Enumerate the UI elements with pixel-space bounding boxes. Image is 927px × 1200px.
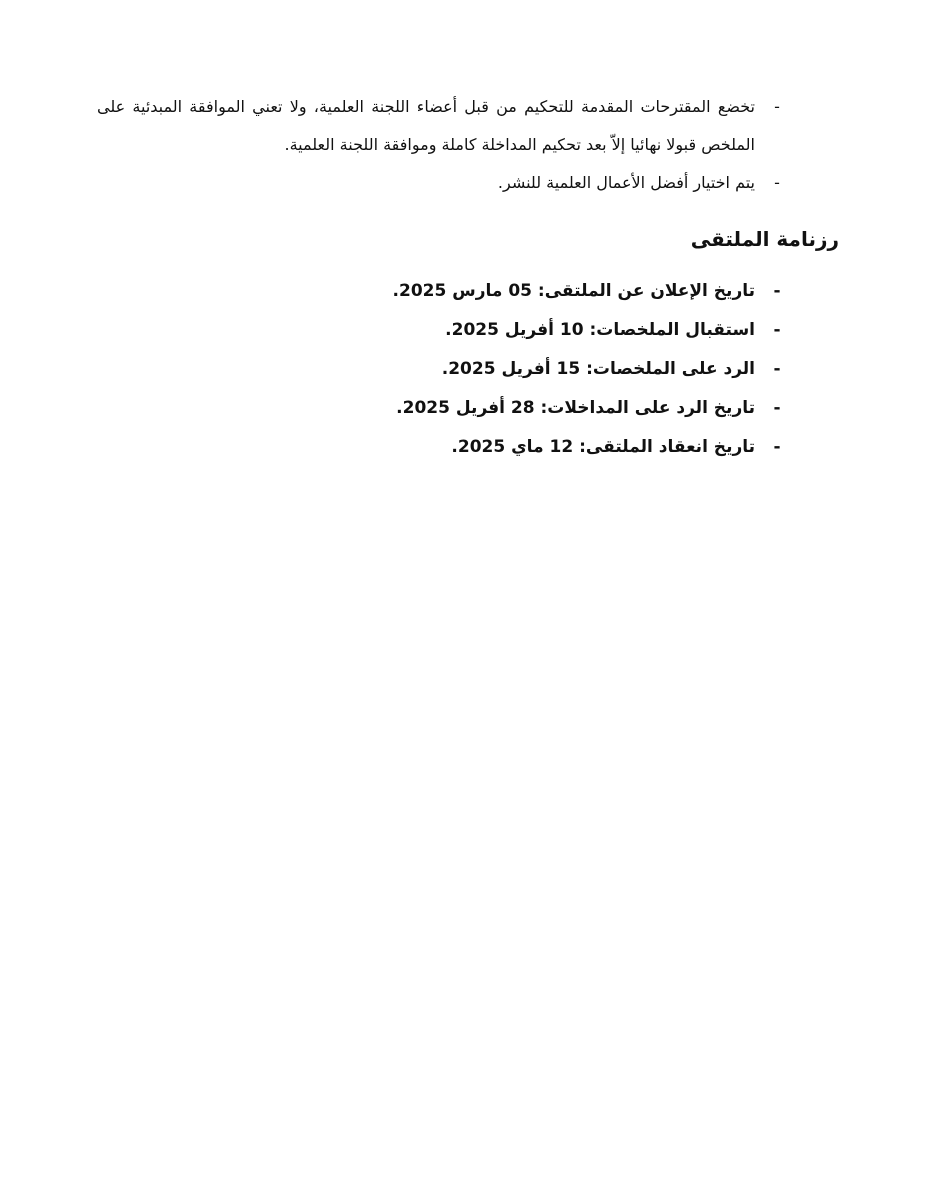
calendar-item-text: تاريخ الرد على المداخلات: 28 أفريل 2025. [396, 398, 755, 418]
list-dash: - [773, 437, 781, 457]
page-content [97, 88, 839, 467]
calendar-item-paper-response [97, 389, 787, 428]
calendar-item-text: الرد على الملخصات: 15 أفريل 2025. [441, 359, 755, 379]
rules-list [97, 88, 787, 202]
list-dash: - [774, 173, 780, 192]
calendar-item-text: تاريخ انعقاد الملتقى: 12 ماي 2025. [451, 437, 755, 457]
calendar-list [97, 272, 787, 467]
rule-text: تخضع المقترحات المقدمة للتحكيم من قبل أعضاء اللجنة العلمية، ولا تعني الموافقة المبدئية على الملخص قبولا نهائيا إلاّ بعد تحكيم المداخلة كاملة وموافقة اللجنة العلمية. [97, 97, 755, 154]
rule-item-publication [97, 164, 787, 202]
calendar-item-conference-date [97, 428, 787, 467]
calendar-item-abstract-response [97, 350, 787, 389]
calendar-item-abstract-submission [97, 311, 787, 350]
list-dash: - [773, 281, 781, 301]
list-dash: - [774, 97, 780, 116]
rule-item-review [97, 88, 787, 164]
list-dash: - [773, 359, 781, 379]
list-dash: - [773, 320, 781, 340]
rule-text: يتم اختيار أفضل الأعمال العلمية للنشر. [497, 173, 755, 192]
calendar-title: رزنامة الملتقى [690, 227, 839, 251]
calendar-item-text: تاريخ الإعلان عن الملتقى: 05 مارس 2025. [392, 281, 755, 301]
list-dash: - [773, 398, 781, 418]
calendar-item-text: استقبال الملخصات: 10 أفريل 2025. [445, 320, 755, 340]
calendar-item-announcement [97, 272, 787, 311]
